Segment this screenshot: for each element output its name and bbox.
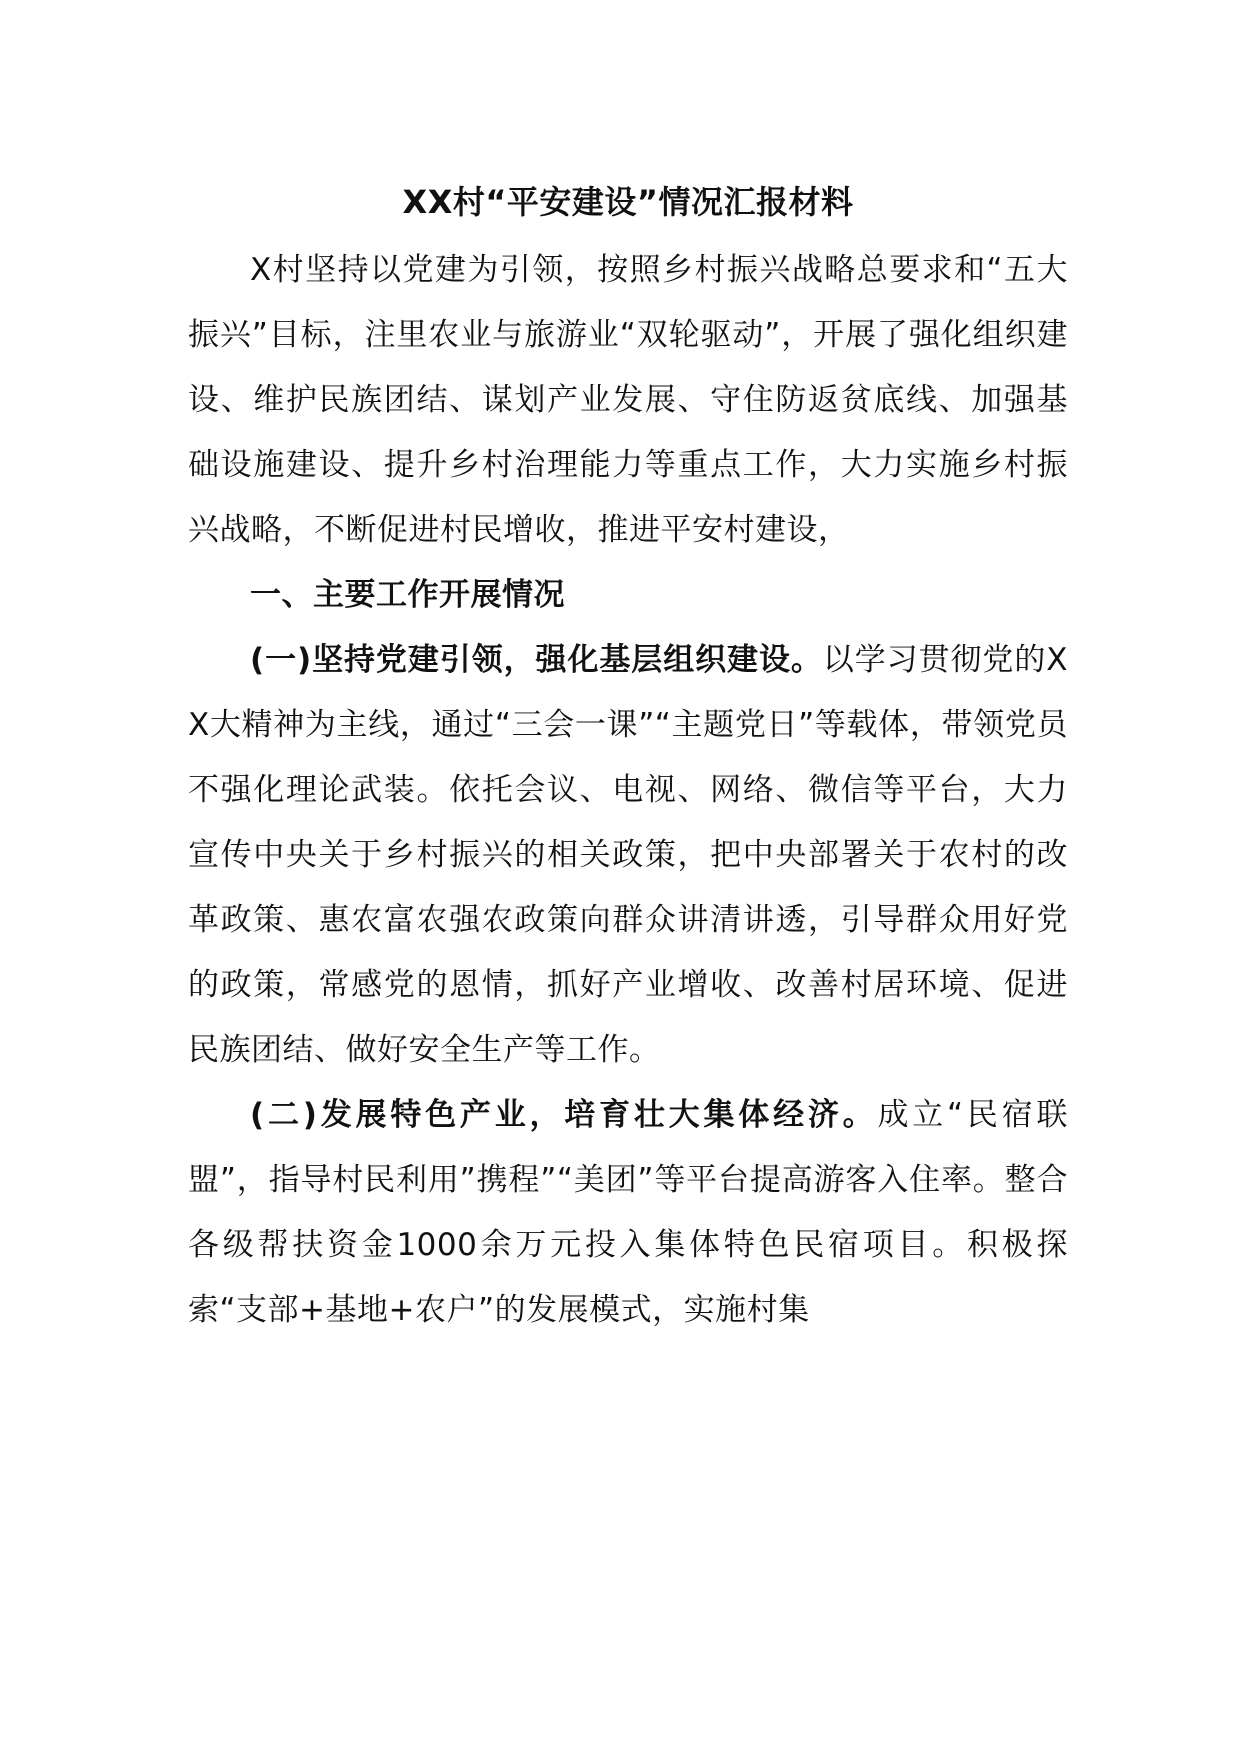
- section-heading-main-work: 一、主要工作开展情况: [250, 577, 565, 613]
- subsection-lead-industry: (二)发展特色产业，培育壮大集体经济。: [250, 1097, 878, 1133]
- document-page: [188, 172, 1068, 1343]
- subsection-party-building: [188, 628, 1068, 1083]
- subsection-industry: [188, 1083, 1068, 1343]
- subsection-body-industry: 成立“民宿联盟”，指导村民利用”携程”“美团”等平台提高游客入住率。整合各级帮扶资金1000余万元投入集体特色民宿项目。积极探索“支部+基地+农户”的发展模式，实施村集: [188, 1097, 1068, 1328]
- subsection-lead-party-building: (一)坚持党建引领，强化基层组织建设。: [250, 642, 823, 678]
- document-title: XX村“平安建设”情况汇报材料: [402, 183, 854, 221]
- intro-paragraph: X村坚持以党建为引领，按照乡村振兴战略总要求和“五大振兴”目标，注里农业与旅游业“双轮驱动”，开展了强化组织建设、维护民族团结、谋划产业发展、守住防返贫底线、加强基础设施建设、提升乡村治理能力等重点工作，大力实施乡村振兴战略，不断促进村民增收，推进平安村建设，: [188, 252, 1068, 548]
- subsection-body-party-building: 以学习贯彻党的XX大精神为主线，通过“三会一课”“主题党日”等载体，带领党员不强化理论武装。依托会议、电视、网络、微信等平台，大力宣传中央关于乡村振兴的相关政策，把中央部署关于农村的改革政策、惠农富农强农政策向群众讲清讲透，引导群众用好党的政策，常感党的恩情，抓好产业增收、改善村居环境、促进民族团结、做好安全生产等工作。: [188, 642, 1068, 1068]
